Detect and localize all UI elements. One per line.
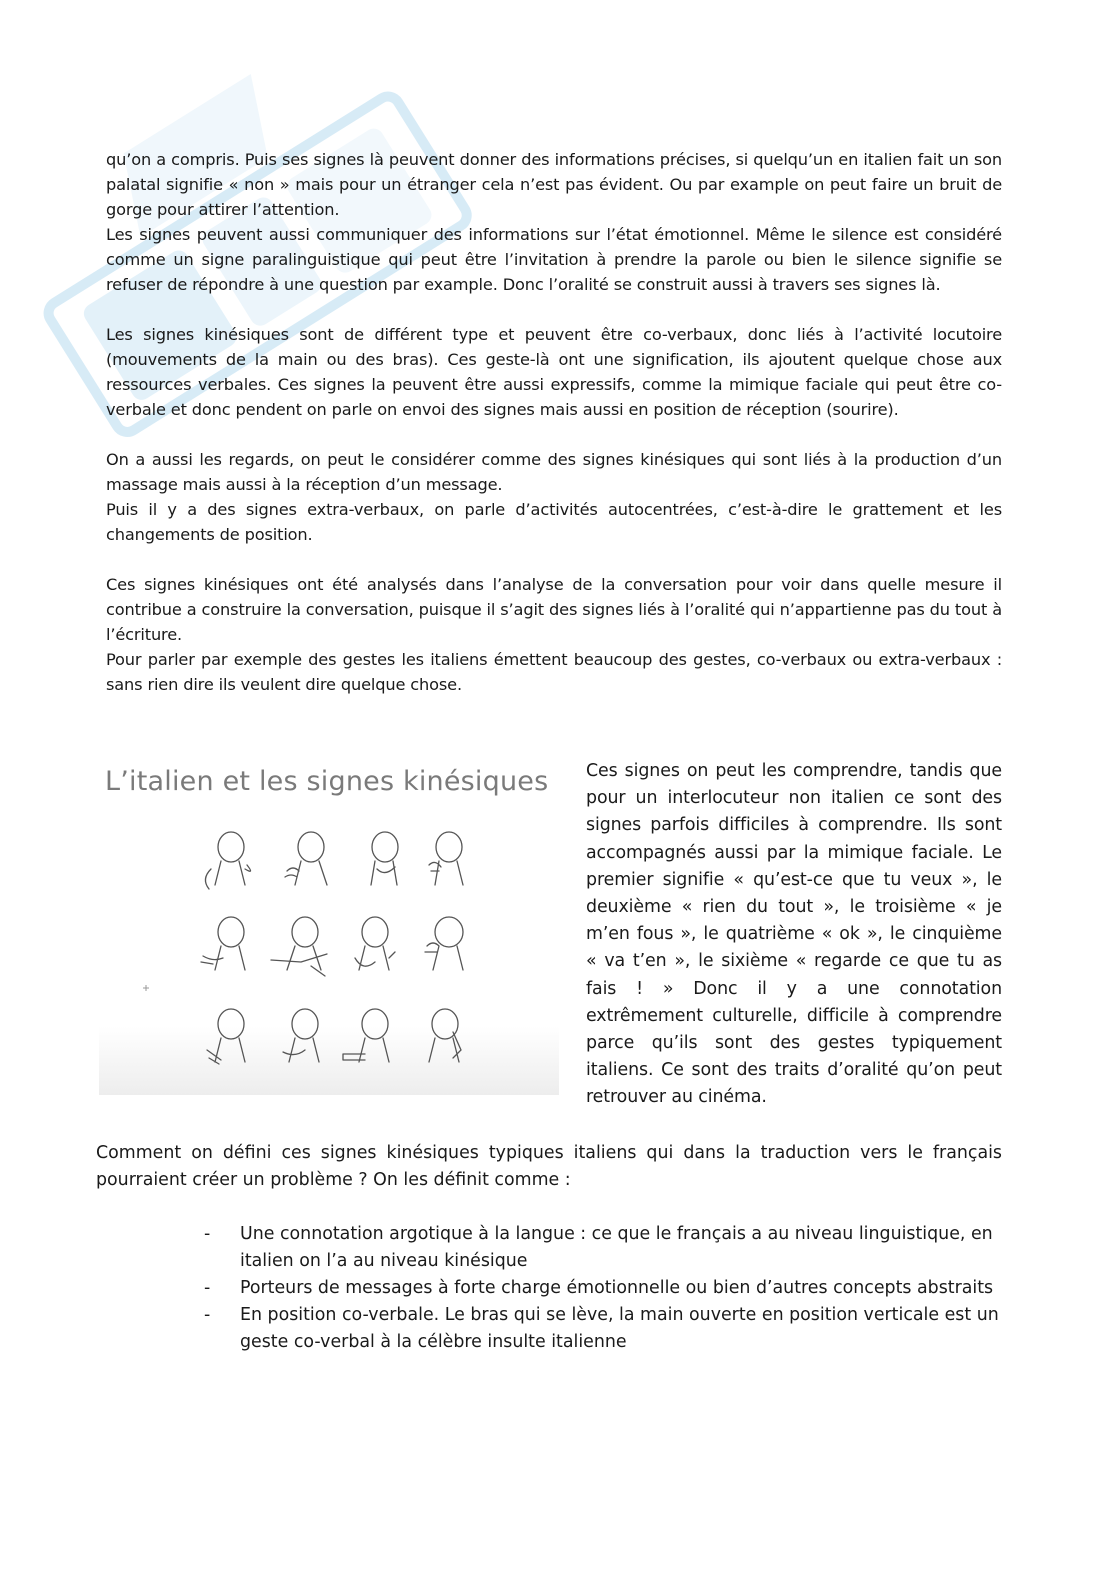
paragraph-3: Les signes kinésiques sont de différent type et peuvent être co-verbaux, donc liés à l’activité locutoire (mouvements de la main ou des bras). Ces geste-là ont une signification, ils ajoutent quelque chose aux ressources verbales. Ces signes la peuvent être aussi expressifs, comme la mimique faciale qui peut être co-verbale et donc pendent on parle on envoi des signes mais aussi en position de réception (sourire).: [106, 325, 1002, 419]
gesture-sketch: [425, 917, 463, 970]
definition-list: [200, 1221, 1002, 1356]
paragraph-1: qu’on a compris. Puis ses signes là peuvent donner des informations précises, si quelqu’un en italien fait un son palatal signifie « non » mais pour un étranger cela n’est pas évident. Ou par example on peut faire un bruit de gorge pour attirer l’attention.: [106, 150, 1002, 219]
paragraph-2: Les signes peuvent aussi communiquer des informations sur l’état émotionnel. Même le silence est considéré comme un signe paralinguistique qui peut être l’invitation à prendre la parole ou bien le silence signifie se refuser de répondre à une question par example. Donc l’oralité se construit aussi à travers ses signes là.: [106, 225, 1002, 294]
bullet-dash: -: [204, 1305, 211, 1325]
paragraph-6: Ces signes kinésiques ont été analysés dans l’analyse de la conversation pour voir dans quelle mesure il contribue a construire la conversation, puisque il s’agit des signes liés à l’oralité qui n’appartienne pas du tout à l’écriture.: [106, 575, 1002, 644]
list-item-text: Une connotation argotique à la langue : ce que le français a au niveau linguistique, en italien on l’a au niveau kinésique: [240, 1224, 993, 1271]
paragraph-5: Puis il y a des signes extra-verbaux, on parle d’activités autocentrées, c’est-à-dire le grattement et les changements de position.: [106, 500, 1002, 544]
gesture-sketch: [429, 832, 463, 885]
list-item: [200, 1221, 1002, 1275]
gesture-sketch: [201, 917, 245, 970]
list-lead-paragraph: Comment on défini ces signes kinésiques typiques italiens qui dans la traduction vers le français pourraient créer un problème ? On les définit comme :: [96, 1143, 1002, 1190]
gesture-sketches: [99, 752, 559, 1095]
list-item: [200, 1302, 1002, 1356]
gesture-sketch: [429, 1009, 461, 1062]
gesture-sketch: [283, 1009, 319, 1062]
list-item-text: Porteurs de messages à forte charge émotionnelle ou bien d’autres concepts abstraits: [240, 1278, 994, 1298]
bullet-dash: -: [204, 1278, 211, 1298]
figure-title: L’italien et les signes kinésiques: [105, 766, 549, 797]
gesture-figure: [99, 752, 559, 1095]
gesture-sketch: [343, 1009, 389, 1062]
list-item: [200, 1275, 1002, 1302]
gesture-sketch: [371, 832, 398, 885]
paragraph-4: On a aussi les regards, on peut le considérer comme des signes kinésiques qui sont liés à la production d’un massage mais aussi à la réception d’un message.: [106, 450, 1002, 494]
gesture-sketch: [205, 832, 250, 889]
figure-side-text: Ces signes on peut les comprendre, tandis que pour un interlocuteur non italien ce sont des signes parfois difficiles à comprendre. Ils sont accompagnés aussi par la mimique faciale. Le premier signifie « qu’est-ce que tu veux », le deuxième « rien du tout », le troisième « je m’en fous », le quatrième « ok », le cinquième « va t’en », le sixième « regarde ce que tu as fais ! » Donc il y a une connotation extrêmement culturelle, difficile à comprendre parce qu’ils sont des gestes typiquement italiens. Ce sont des traits d’oralité qu’on peut retrouver au cinéma.: [586, 761, 1002, 1108]
bullet-dash: -: [204, 1224, 211, 1244]
gesture-sketch: [271, 917, 327, 976]
list-item-text: En position co-verbale. Le bras qui se lève, la main ouverte en position verticale est un geste co-verbal à la célèbre insulte italienne: [240, 1305, 999, 1352]
paragraph-7: Pour parler par exemple des gestes les italiens émettent beaucoup des gestes, co-verbaux ou extra-verbaux : sans rien dire ils veulent dire quelque chose.: [106, 650, 1002, 694]
gesture-sketch: [355, 917, 395, 970]
gesture-sketch: [285, 832, 327, 885]
gesture-sketch: [207, 1009, 245, 1064]
